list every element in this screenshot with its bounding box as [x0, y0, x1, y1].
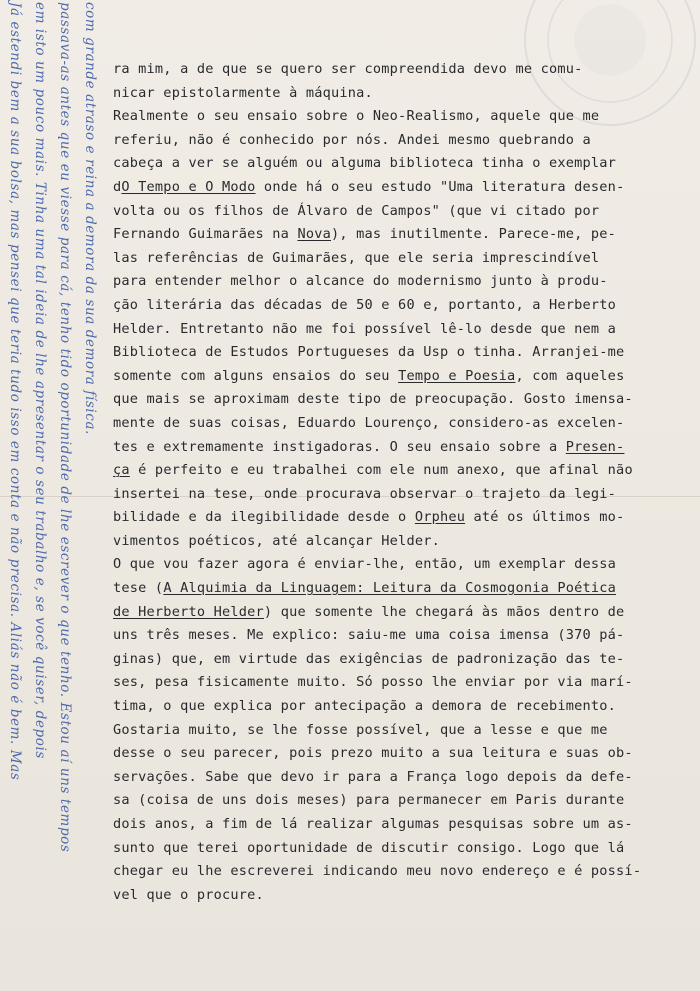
text-segment: , com aqueles	[515, 367, 625, 384]
text-segment: bilidade e da ilegibilidade desde o	[113, 509, 415, 526]
text-segment: insertei na tese, onde procurava observar o trajeto da legi-	[113, 485, 617, 502]
handwritten-line: Já estendi bem a sua bolsa, mas pensei que teria tudo isso em conta e não precisa. Aliás não é bem. Mas	[7, 2, 23, 781]
text-line	[113, 412, 673, 436]
text-segment: tese (	[113, 580, 164, 597]
typewritten-body	[113, 58, 673, 907]
text-line	[113, 601, 673, 625]
text-segment: vel que o procure.	[113, 886, 264, 903]
text-segment: tima, o que explica por antecipação a demora de recebimento.	[113, 698, 617, 715]
text-segment: tes e extremamente instigadoras. O seu ensaio sobre a	[113, 438, 566, 455]
text-segment: d	[113, 178, 122, 195]
text-segment: mente de suas coisas, Eduardo Lourenço, considero-as excelen-	[113, 414, 625, 431]
text-line	[113, 294, 673, 318]
text-segment: dois anos, a fim de lá realizar algumas pesquisas sobre um as-	[113, 816, 633, 832]
text-segment: servações. Sabe que devo ir para a França logo depois da defe-	[113, 768, 633, 785]
text-line	[113, 884, 673, 908]
text-line	[113, 530, 673, 554]
underlined-title: Nova	[297, 226, 331, 243]
underlined-title: Tempo e Poesia	[398, 367, 516, 384]
underlined-title: de Herberto Helder	[113, 603, 264, 620]
underlined-title: A Alquimia da Linguagem: Leitura da Cosmogonia Poética	[163, 580, 617, 597]
handwritten-line: com grande atraso e reina a demora da sua demora física.	[82, 2, 98, 435]
text-line	[113, 459, 673, 483]
text-segment: vimentos poéticos, até alcançar Helder.	[113, 532, 440, 549]
text-line	[113, 365, 673, 389]
text-line	[113, 553, 673, 577]
text-segment: que mais se aproximam deste tipo de preocupação. Gosto imensa-	[113, 391, 633, 408]
text-line	[113, 82, 673, 106]
text-segment: ) que somente lhe chegará às mãos dentro de	[263, 603, 625, 620]
text-line	[113, 789, 673, 813]
underlined-title: O Tempo e O Modo	[121, 178, 256, 195]
text-segment: Fernando Guimarães na	[113, 226, 298, 243]
text-line	[113, 105, 673, 129]
text-line	[113, 341, 673, 365]
text-line	[113, 837, 673, 861]
text-segment: somente com alguns ensaios do seu	[113, 367, 399, 384]
text-segment: uns três meses. Me explico: saiu-me uma coisa imensa (370 pá-	[113, 627, 625, 644]
text-line	[113, 742, 673, 766]
text-line	[113, 648, 673, 672]
text-segment: ginas) que, em virtude das exigências de padronização das te-	[113, 650, 625, 667]
text-segment: Realmente o seu ensaio sobre o Neo-Realismo, aquele que me	[113, 108, 600, 125]
text-line	[113, 695, 673, 719]
underlined-title: ça	[113, 462, 130, 479]
text-segment: O que vou fazer agora é enviar-lhe, então, um exemplar dessa	[113, 556, 617, 573]
handwritten-line: em isto um pouco mais. Tinha uma tal ideia de lhe apresentar o seu trabalho e, se você quiser, depois	[32, 2, 48, 759]
text-line	[113, 860, 673, 884]
text-line	[113, 577, 673, 601]
text-line	[113, 766, 673, 790]
underlined-title: Presen-	[565, 438, 625, 455]
handwritten-margin-note	[4, 0, 114, 991]
text-line	[113, 506, 673, 530]
text-line	[113, 318, 673, 342]
text-line	[113, 58, 673, 82]
text-segment: ção literária das décadas de 50 e 60 e, portanto, a Herberto	[113, 296, 617, 313]
handwritten-line: passava-as antes que eu viesse para cá, tenho tido oportunidade de lhe escrever o que tenho. Estou aí uns tempos	[57, 2, 73, 853]
text-segment: para entender melhor o alcance do modernismo junto à produ-	[113, 273, 608, 290]
text-segment: chegar eu lhe escreverei indicando meu novo endereço e é possí-	[113, 863, 642, 880]
text-segment: ra mim, a de que se quero ser compreendida devo me comu-	[113, 61, 583, 77]
text-segment: é perfeito e eu trabalhei com ele num anexo, que afinal não	[129, 462, 633, 479]
text-line	[113, 200, 673, 224]
text-line	[113, 152, 673, 176]
text-line	[113, 270, 673, 294]
text-line	[113, 483, 673, 507]
text-segment: sa (coisa de uns dois meses) para permanecer em Paris durante	[113, 792, 625, 809]
text-line	[113, 388, 673, 412]
text-line	[113, 176, 673, 200]
text-segment: Gostaria muito, se lhe fosse possível, que a lesse e que me	[113, 721, 608, 738]
text-segment: onde há o seu estudo "Uma literatura desen-	[255, 178, 625, 195]
text-line	[113, 223, 673, 247]
text-line	[113, 436, 673, 460]
text-segment: nicar epistolarmente à máquina.	[113, 84, 373, 101]
text-segment: Helder. Entretanto não me foi possível lê-lo desde que nem a	[113, 320, 617, 337]
text-segment: até os últimos mo-	[465, 509, 625, 526]
text-line	[113, 671, 673, 695]
text-line	[113, 624, 673, 648]
text-segment: ses, pesa fisicamente muito. Só posso lhe enviar por via marí-	[113, 674, 633, 691]
text-segment: desse o seu parecer, pois prezo muito a sua leitura e suas ob-	[113, 745, 633, 762]
text-segment: sunto que terei oportunidade de discutir consigo. Logo que lá	[113, 839, 625, 856]
text-line	[113, 813, 673, 837]
text-segment: volta ou os filhos de Álvaro de Campos" (que vi citado por	[113, 202, 600, 219]
text-line	[113, 247, 673, 271]
text-segment: las referências de Guimarães, que ele seria imprescindível	[113, 249, 600, 266]
text-segment: referiu, não é conhecido por nós. Andei mesmo quebrando a	[113, 131, 591, 148]
text-segment: cabeça a ver se alguém ou alguma biblioteca tinha o exemplar	[113, 155, 617, 172]
text-segment: ), mas inutilmente. Parece-me, pe-	[331, 226, 617, 243]
text-segment: Biblioteca de Estudos Portugueses da Usp o tinha. Arranjei-me	[113, 344, 625, 361]
text-line	[113, 719, 673, 743]
underlined-title: Orpheu	[414, 509, 466, 526]
text-line	[113, 129, 673, 153]
